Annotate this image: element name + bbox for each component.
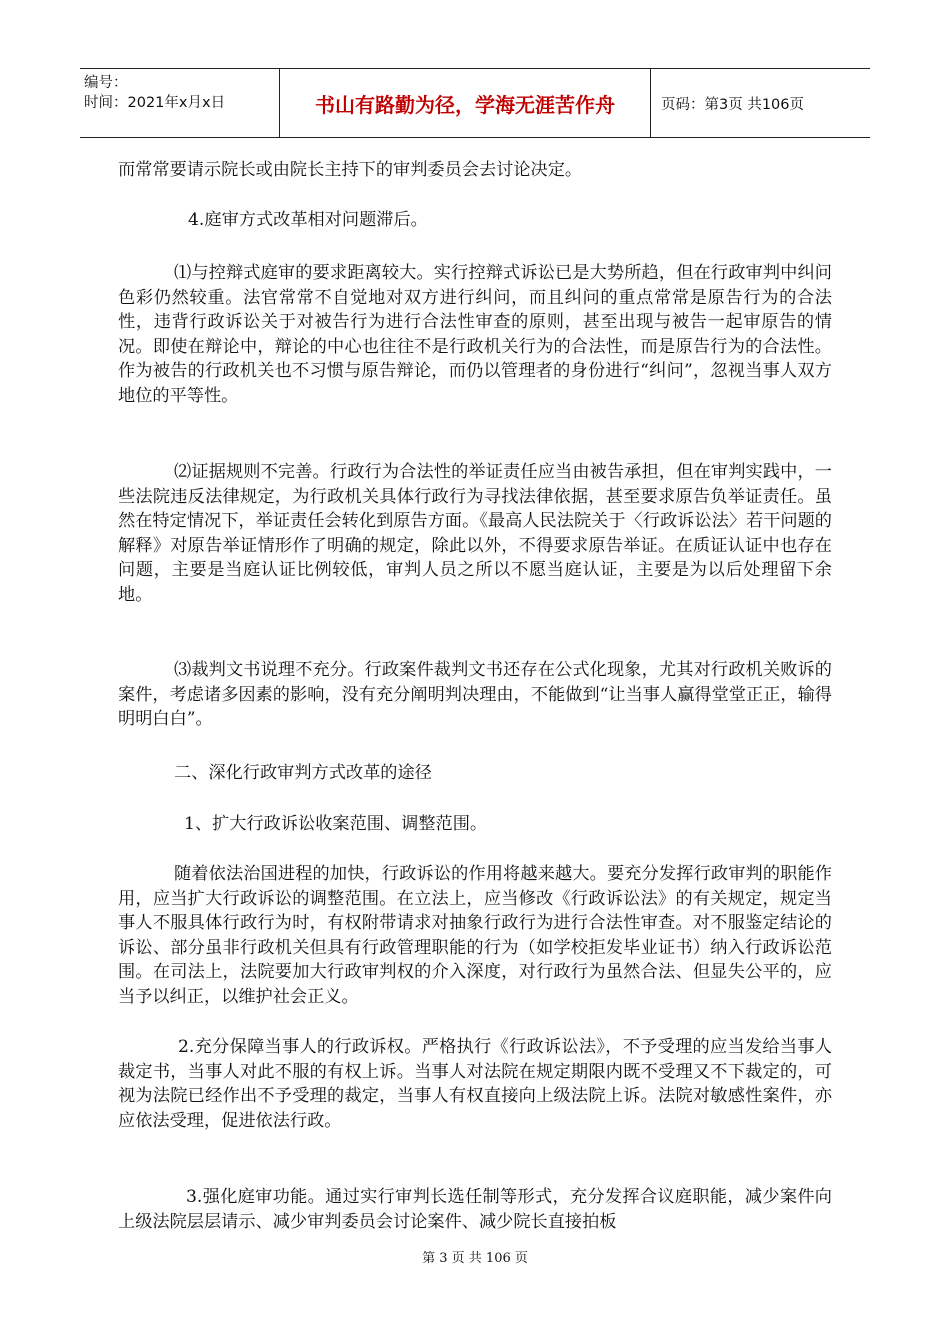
header-page-info: 页码：第3页 共106页 — [661, 96, 805, 113]
date-label: 时间：2021年x月x日 — [84, 95, 226, 111]
header-motto: 书山有路勤为径，学海无涯苦作舟 — [280, 69, 651, 137]
page-footer: 第 3 页 共 106 页 — [422, 1251, 528, 1266]
paragraph: ⑴与控辩式庭审的要求距离较大。实行控辩式诉讼已是大势所趋，但在行政审判中纠问色彩仍然较重。法官常常不自觉地对双方进行纠问，而且纠问的重点常常是原告行为的合法性，违背行政诉讼关于对被告行为进行合法性审查的原则，甚至出现与被告一起审原告的情况。即使在辩论中，辩论的中心也往往不是行政机关行为的合法性，而是原告行为的合法性。作为被告的行政机关也不习惯与原告辩论，而仍以管理者的身份进行“纠问”，忽视当事人双方地位的平等性。 — [118, 263, 832, 406]
document-header — [80, 68, 870, 138]
section-heading: 4.庭审方式改革相对问题滞后。 — [188, 210, 428, 230]
paragraph: 3.强化庭审功能。通过实行审判长选任制等形式，充分发挥合议庭职能，减少案件向上级法院层层请示、减少审判委员会讨论案件、减少院长直接拍板 — [118, 1187, 832, 1232]
paragraph: 随着依法治国进程的加快，行政诉讼的作用将越来越大。要充分发挥行政审判的职能作用，应当扩大行政诉讼的调整范围。在立法上，应当修改《行政诉讼法》的有关规定，规定当事人不服具体行政行为时，有权附带请求对抽象行政行为进行合法性审查。对不服鉴定结论的诉讼、部分虽非行政机关但具有行政管理职能的行为（如学校拒发毕业证书）纳入行政诉讼范围。在司法上，法院要加大行政审判权的介入深度，对行政行为虽然合法、但显失公平的，应当予以纠正，以维护社会正义。 — [118, 864, 832, 1007]
section-heading: 二、深化行政审判方式改革的途径 — [174, 763, 432, 783]
paragraph: 2.充分保障当事人的行政诉权。严格执行《行政诉讼法》，不予受理的应当发给当事人裁定书，当事人对此不服的有权上诉。当事人对法院在规定期限内既不受理又不下裁定的，可视为法院已经作出不予受理的裁定，当事人有权直接向上级法院上诉。法院对敏感性案件，亦应依法受理，促进依法行政。 — [118, 1037, 832, 1131]
subsection-heading: 1、扩大行政诉讼收案范围、调整范围。 — [184, 814, 488, 834]
paragraph: ⑵证据规则不完善。行政行为合法性的举证责任应当由被告承担，但在审判实践中，一些法院违反法律规定，为行政机关具体行政行为寻找法律依据，甚至要求原告负举证责任。虽然在特定情况下，举证责任会转化到原告方面。《最高人民法院关于〈行政诉讼法〉若干问题的解释》对原告举证情形作了明确的规定，除此以外，不得要求原告举证。在质证认证中也存在问题，主要是当庭认证比例较低，审判人员之所以不愿当庭认证，主要是为以后处理留下余地。 — [118, 462, 832, 605]
paragraph: ⑶裁判文书说理不充分。行政案件裁判文书还存在公式化现象，尤其对行政机关败诉的案件，考虑诸多因素的影响，没有充分阐明判决理由，不能做到“让当事人赢得堂堂正正，输得明明白白”。 — [118, 660, 832, 729]
paragraph: 而常常要请示院长或由院长主持下的审判委员会去讨论决定。 — [118, 160, 583, 180]
header-meta — [80, 69, 280, 137]
serial-number-label: 编号： — [84, 75, 128, 91]
